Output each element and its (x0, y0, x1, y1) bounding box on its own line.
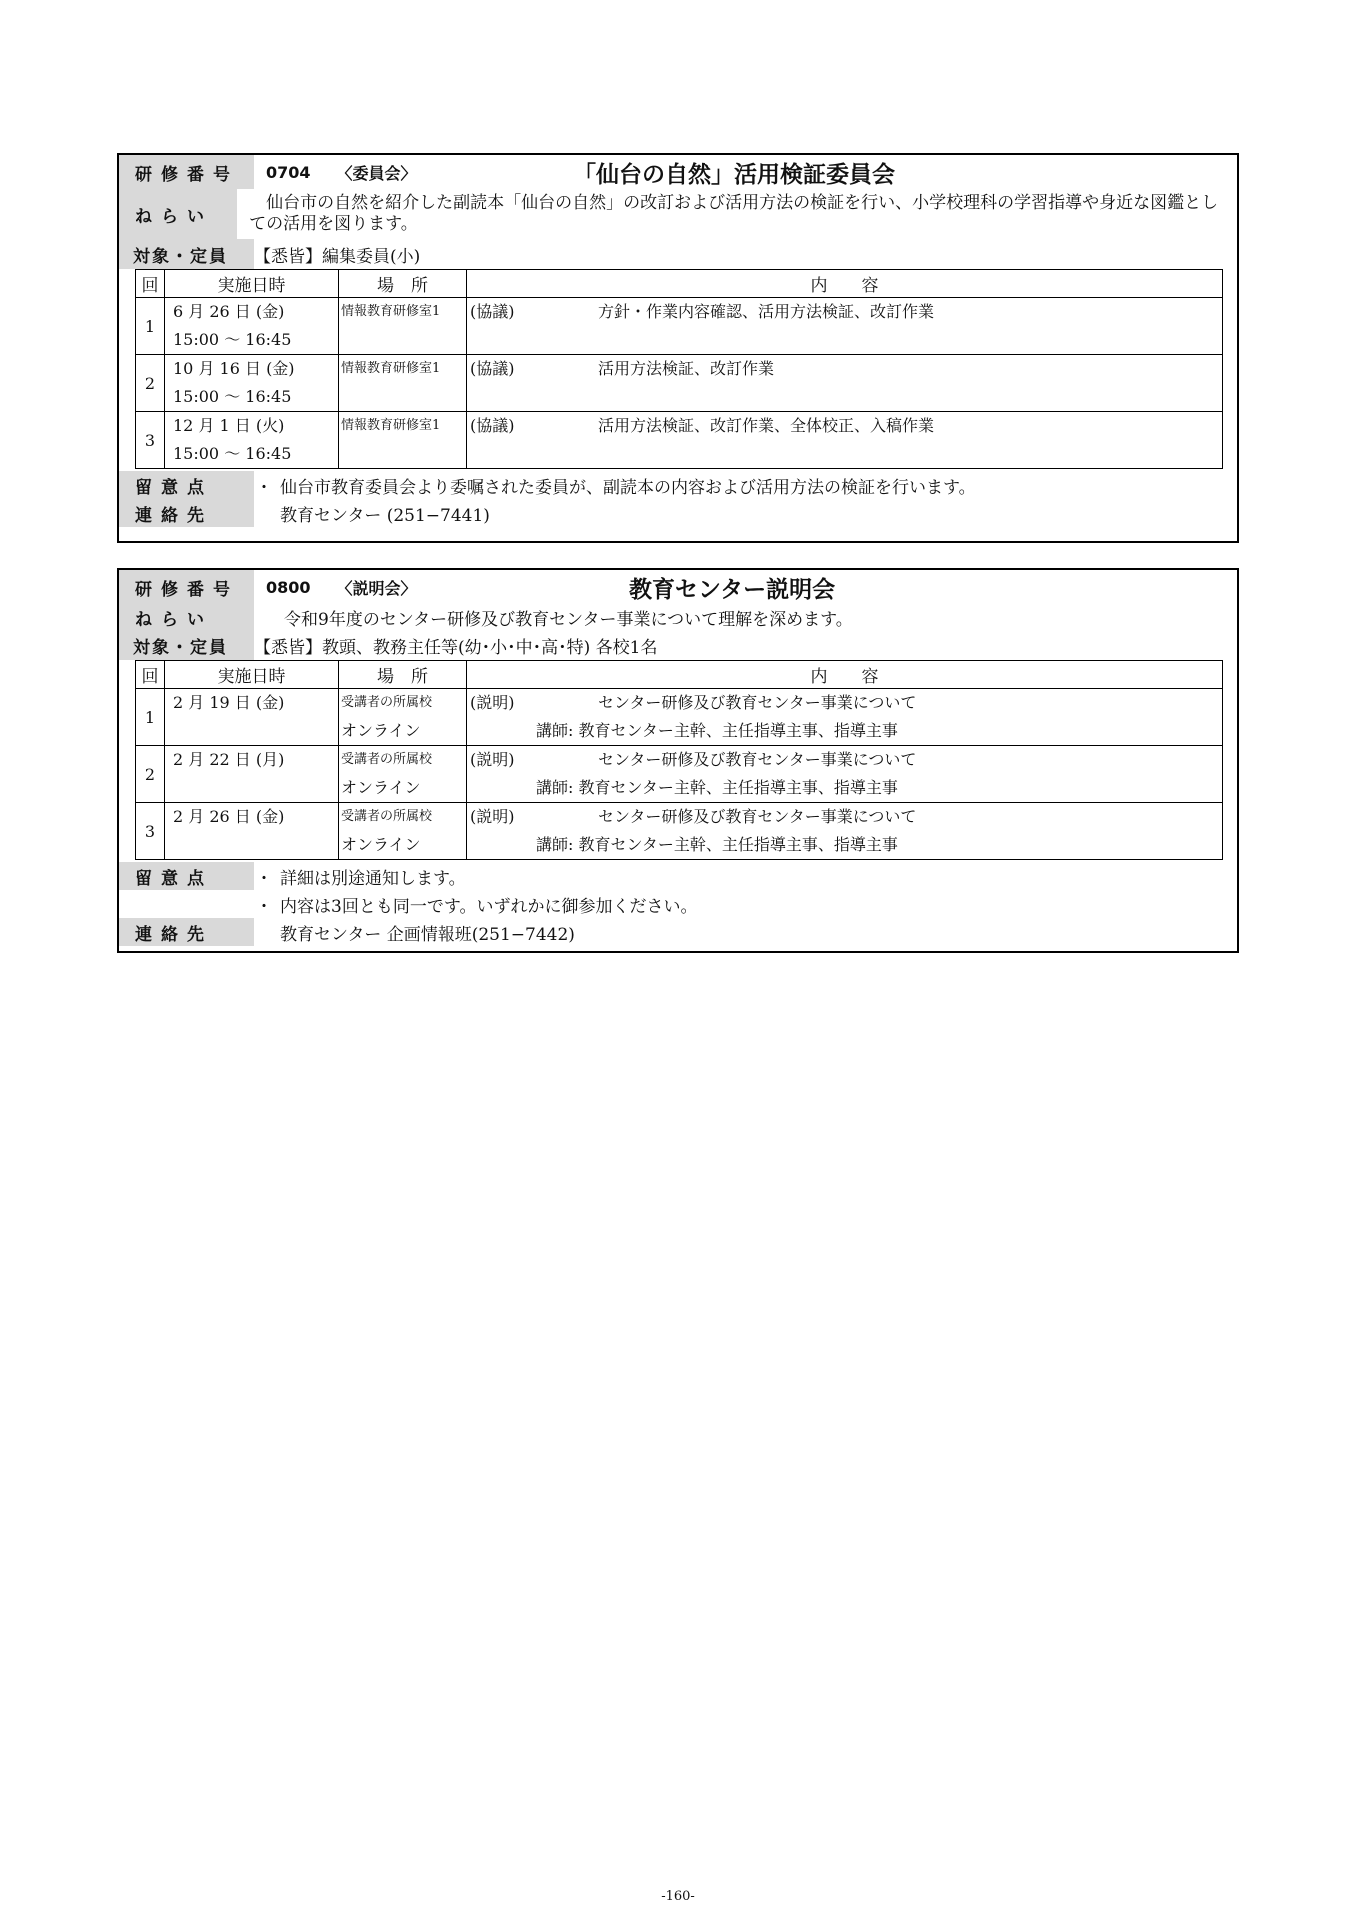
place-cell (339, 412, 467, 469)
place-cell (339, 803, 467, 860)
round-cell: 1 (136, 298, 165, 355)
notes-row-2 (119, 890, 1237, 918)
round-cell: 1 (136, 689, 165, 746)
session-category: (説明) (470, 750, 515, 769)
place-cell (339, 689, 467, 746)
date-cell (165, 803, 339, 860)
schedule-table (135, 660, 1223, 860)
bullet: ・ (255, 896, 273, 917)
course-header (119, 155, 1237, 189)
date-cell (165, 298, 339, 355)
course-title: 「仙台の自然」活用検証委員会 (573, 161, 895, 188)
round-cell: 2 (136, 746, 165, 803)
contact-text: 教育センター (251−7441) (280, 505, 490, 526)
session-category: (協議) (470, 359, 515, 378)
aim-label: ねらい (119, 189, 237, 239)
notes-label-spacer (119, 890, 254, 918)
round-header: 回 (136, 661, 165, 689)
session-category: (説明) (470, 807, 515, 826)
target-label: 対象・定員 (119, 239, 254, 269)
session-lecturer: 講師: 教育センター主幹、主任指導主事、指導主事 (536, 835, 898, 854)
content-cell (467, 412, 1223, 469)
session-content: センター研修及び教育センター事業について (598, 750, 917, 769)
table-row (136, 689, 1223, 746)
session-content: 活用方法検証、改訂作業 (598, 359, 775, 378)
course-code: 0800 (266, 577, 311, 597)
course-title: 教育センター説明会 (629, 576, 836, 603)
notes-row (119, 862, 1237, 890)
session-place: 受講者の所属校 (341, 752, 433, 767)
session-date: 2 月 19 日 (金) (173, 693, 285, 712)
session-time: 15:00 〜 16:45 (173, 444, 292, 463)
table-header-row (136, 661, 1223, 689)
place-cell (339, 746, 467, 803)
contact-row (119, 499, 1237, 527)
note-text: 詳細は別途通知します。 (280, 868, 466, 889)
table-row (136, 746, 1223, 803)
session-place: 受講者の所属校 (341, 809, 433, 824)
table-row (136, 298, 1223, 355)
round-cell: 3 (136, 803, 165, 860)
target-row (119, 239, 1237, 269)
page-number: -160- (661, 1889, 695, 1904)
session-place: 情報教育研修室1 (341, 304, 441, 319)
course-code: 0704 (266, 162, 311, 182)
aim-label: ねらい (119, 604, 254, 630)
session-time: 15:00 〜 16:45 (173, 330, 292, 349)
session-place: 受講者の所属校 (341, 695, 433, 710)
session-content: 方針・作業内容確認、活用方法検証、改訂作業 (598, 302, 935, 321)
place-cell (339, 298, 467, 355)
session-place-online: オンライン (341, 835, 421, 854)
target-label: 対象・定員 (119, 630, 254, 660)
note-text: 仙台市教育委員会より委嘱された委員が、副読本の内容および活用方法の検証を行います。 (280, 477, 976, 498)
content-cell (467, 803, 1223, 860)
table-row (136, 803, 1223, 860)
session-place-online: オンライン (341, 721, 421, 740)
session-place: 情報教育研修室1 (341, 418, 441, 433)
bullet: ・ (255, 868, 273, 889)
session-content: 活用方法検証、改訂作業、全体校正、入稿作業 (598, 416, 935, 435)
session-time: 15:00 〜 16:45 (173, 387, 292, 406)
table-header-row (136, 270, 1223, 298)
session-date: 6 月 26 日 (金) (173, 302, 285, 321)
date-cell (165, 746, 339, 803)
session-place-online: オンライン (341, 778, 421, 797)
contact-text: 教育センター 企画情報班(251−7442) (280, 924, 575, 945)
course-header (119, 570, 1237, 604)
contact-label: 連絡先 (119, 918, 254, 946)
note-text: 内容は3回とも同一です。いずれかに御参加ください。 (280, 896, 698, 917)
session-category: (説明) (470, 693, 515, 712)
course-card-0800 (117, 568, 1239, 953)
session-content: センター研修及び教育センター事業について (598, 693, 917, 712)
session-lecturer: 講師: 教育センター主幹、主任指導主事、指導主事 (536, 721, 898, 740)
content-header: 内 容 (467, 661, 1223, 689)
content-cell (467, 298, 1223, 355)
place-header: 場 所 (339, 270, 467, 298)
place-cell (339, 355, 467, 412)
number-label: 研修番号 (119, 570, 254, 604)
date-header: 実施日時 (165, 661, 339, 689)
session-date: 10 月 16 日 (金) (173, 359, 295, 378)
aim-text: 令和9年度のセンター研修及び教育センター事業について理解を深めます。 (284, 609, 853, 630)
content-cell (467, 689, 1223, 746)
notes-row (119, 471, 1237, 499)
number-label: 研修番号 (119, 155, 254, 189)
content-header: 内 容 (467, 270, 1223, 298)
date-header: 実施日時 (165, 270, 339, 298)
date-cell (165, 689, 339, 746)
course-kind: 〈委員会〉 (336, 163, 417, 183)
session-date: 12 月 1 日 (火) (173, 416, 285, 435)
round-cell: 3 (136, 412, 165, 469)
aim-row (119, 604, 1237, 630)
contact-row (119, 918, 1237, 946)
session-lecturer: 講師: 教育センター主幹、主任指導主事、指導主事 (536, 778, 898, 797)
target-row (119, 630, 1237, 660)
target-text: 【悉皆】編集委員(小) (254, 246, 421, 267)
session-category: (協議) (470, 302, 515, 321)
aim-row (119, 189, 1237, 239)
session-content: センター研修及び教育センター事業について (598, 807, 917, 826)
notes-label: 留意点 (119, 471, 254, 499)
aim-text: 仙台市の自然を紹介した副読本「仙台の自然」の改訂および活用方法の検証を行い、小学校理科の学習指導や身近な図鑑としての活用を図ります。 (249, 193, 1219, 234)
contact-label: 連絡先 (119, 499, 254, 527)
session-place: 情報教育研修室1 (341, 361, 441, 376)
table-row (136, 412, 1223, 469)
table-row (136, 355, 1223, 412)
notes-label: 留意点 (119, 862, 254, 890)
round-cell: 2 (136, 355, 165, 412)
schedule-table (135, 269, 1223, 469)
session-date: 2 月 26 日 (金) (173, 807, 285, 826)
session-date: 2 月 22 日 (月) (173, 750, 285, 769)
date-cell (165, 355, 339, 412)
bullet: ・ (255, 477, 273, 498)
target-text: 【悉皆】教頭、教務主任等(幼･小･中･高･特) 各校1名 (254, 637, 658, 658)
round-header: 回 (136, 270, 165, 298)
course-kind: 〈説明会〉 (336, 578, 417, 598)
content-cell (467, 746, 1223, 803)
course-card-0704 (117, 153, 1239, 543)
place-header: 場 所 (339, 661, 467, 689)
date-cell (165, 412, 339, 469)
session-category: (協議) (470, 416, 515, 435)
content-cell (467, 355, 1223, 412)
